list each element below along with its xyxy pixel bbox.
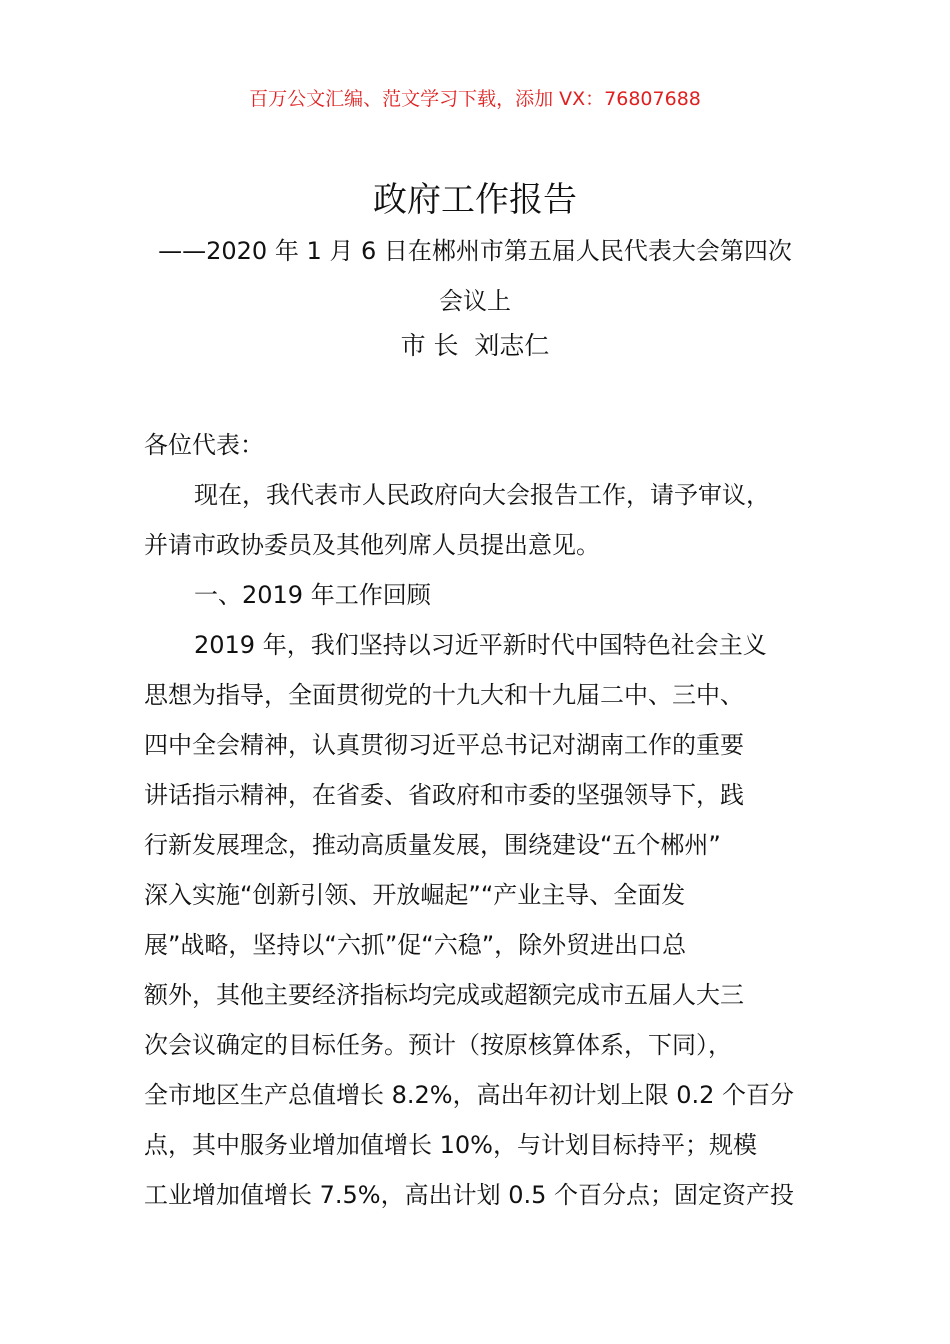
paragraph-line: 现在，我代表市人民政府向大会报告工作，请予审议，	[194, 481, 770, 509]
paragraph-line: 额外，其他主要经济指标均完成或超额完成市五届人大三	[144, 981, 744, 1009]
paragraph-line: 并请市政协委员及其他列席人员提出意见。	[144, 531, 600, 559]
paragraph-line: 2019 年，我们坚持以习近平新时代中国特色社会主义	[194, 631, 767, 659]
paragraph-line: 深入实施“创新引领、开放崛起”“产业主导、全面发	[144, 881, 686, 909]
subtitle-line: 会议上	[439, 287, 511, 315]
speaker-name: 市 长 刘志仁	[400, 331, 550, 360]
document-subtitle	[0, 226, 950, 326]
paragraph-line: 工业增加值增长 7.5%，高出计划 0.5 个百分点；固定资产投	[144, 1181, 795, 1209]
paragraph-line: 展”战略，坚持以“六抓”促“六稳”，除外贸进出口总	[144, 931, 687, 959]
document-title: 政府工作报告	[373, 180, 577, 220]
paragraph-line: 全市地区生产总值增长 8.2%，高出年初计划上限 0.2 个百分	[144, 1081, 795, 1109]
paragraph-line: 思想为指导，全面贯彻党的十九大和十九届二中、三中、	[144, 681, 744, 709]
watermark-banner: 百万公文汇编、范文学习下载，添加 VX：76807688	[249, 88, 701, 110]
section-heading: 一、2019 年工作回顾	[194, 581, 431, 609]
subtitle-line: ——2020 年 1 月 6 日在郴州市第五届人民代表大会第四次	[158, 237, 792, 265]
paragraph-line: 行新发展理念，推动高质量发展，围绕建设“五个郴州”	[144, 831, 721, 859]
paragraph-line: 四中全会精神，认真贯彻习近平总书记对湖南工作的重要	[144, 731, 744, 759]
paragraph-line: 讲话指示精神，在省委、省政府和市委的坚强领导下，践	[144, 781, 744, 809]
salutation: 各位代表：	[144, 431, 264, 459]
document-body	[144, 420, 834, 1220]
paragraph-line: 次会议确定的目标任务。预计（按原核算体系，下同），	[144, 1031, 732, 1059]
paragraph-line: 点，其中服务业增加值增长 10%，与计划目标持平；规模	[144, 1131, 757, 1159]
